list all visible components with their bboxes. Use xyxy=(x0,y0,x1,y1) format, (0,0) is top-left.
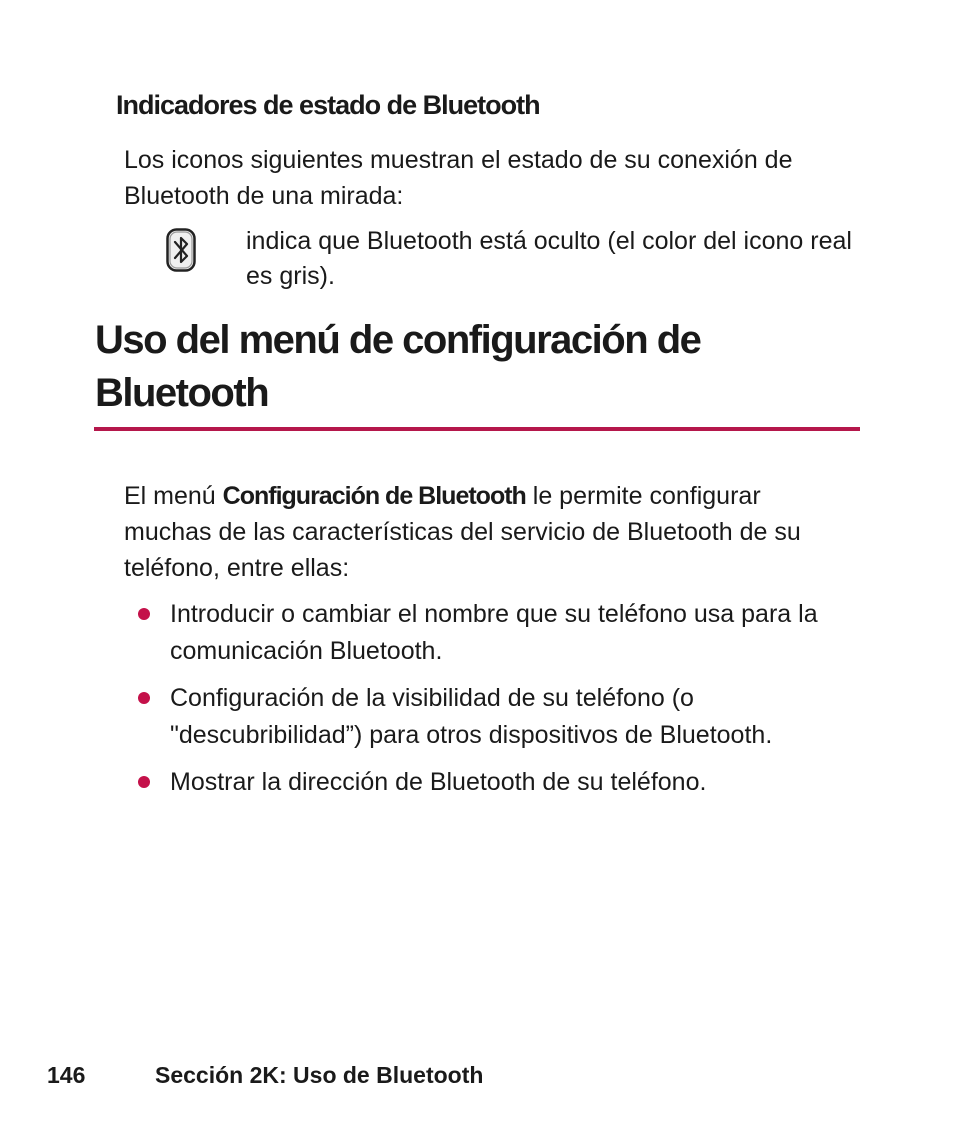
body-text-before: El menú xyxy=(124,482,223,510)
body-paragraph xyxy=(124,478,854,586)
page-number: 146 xyxy=(47,1062,86,1088)
icon-description: indica que Bluetooth está oculto (el color del icono real es gris). xyxy=(246,227,852,290)
list-item-text: Mostrar la dirección de Bluetooth de su teléfono. xyxy=(170,768,707,796)
bluetooth-icon xyxy=(166,228,196,272)
list-item-text: Introducir o cambiar el nombre que su teléfono usa para la comunicación Bluetooth. xyxy=(170,600,818,665)
intro-paragraph: Los iconos siguientes muestran el estado de su conexión de Bluetooth de una mirada: xyxy=(124,146,793,210)
list-item xyxy=(124,596,854,670)
feature-list xyxy=(124,596,854,811)
body-text-after: le permite configurar muchas de las características del servicio de Bluetooth de su teléfono, entre ellas: xyxy=(124,482,801,582)
page-title: Uso del menú de configuración de Bluetooth xyxy=(95,318,701,415)
subheading: Indicadores de estado de Bluetooth xyxy=(116,90,540,120)
menu-name: Configuración de Bluetooth xyxy=(222,482,526,510)
bullet-icon xyxy=(138,608,150,620)
heading-rule xyxy=(94,427,860,431)
list-item-text: Configuración de la visibilidad de su teléfono (o "descubribilidad”) para otros dispositivos de Bluetooth. xyxy=(170,684,773,749)
bullet-icon xyxy=(138,692,150,704)
list-item xyxy=(124,764,854,801)
footer-section-title: Sección 2K: Uso de Bluetooth xyxy=(155,1062,484,1088)
page-footer xyxy=(47,1062,483,1089)
list-item xyxy=(124,680,854,754)
bullet-icon xyxy=(138,776,150,788)
